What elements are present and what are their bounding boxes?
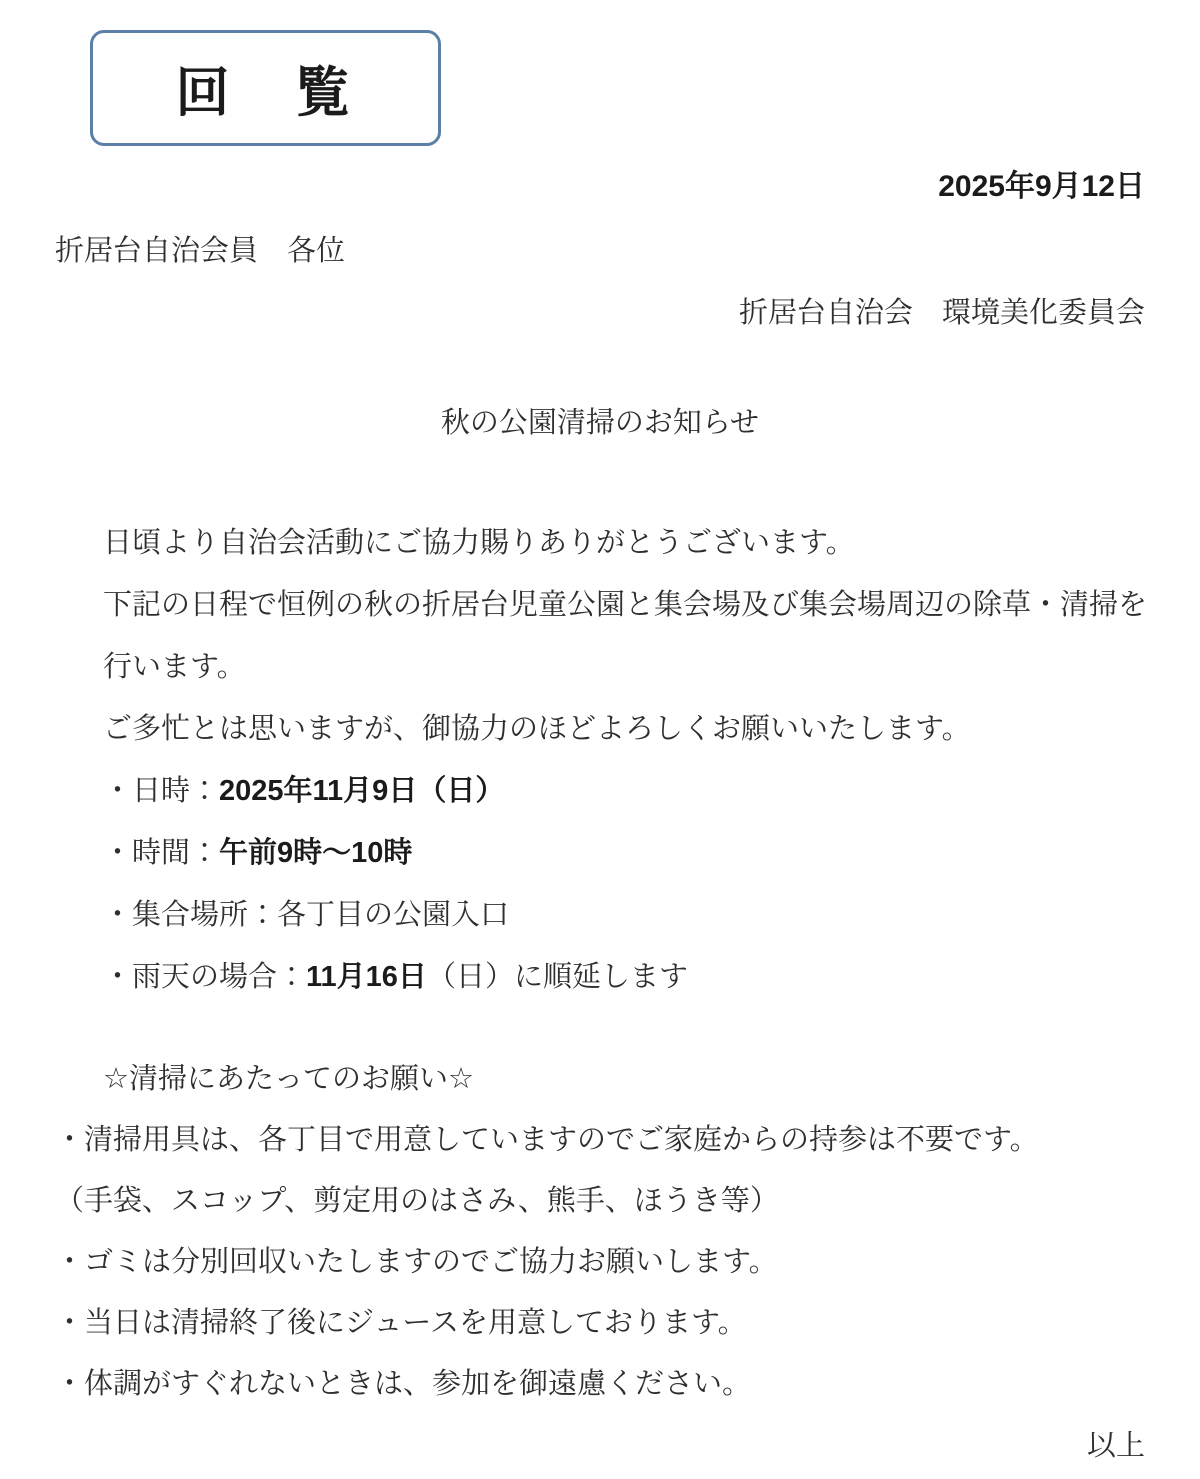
body-line: 下記の日程で恒例の秋の折居台児童公園と集会場及び集会場周辺の除草・清掃を [103,589,1148,621]
request-heading: ☆清掃にあたってのお願い☆ [103,1063,474,1095]
recipient-line: 折居台自治会員 各位 [55,235,346,267]
page-title: 秋の公園清掃のお知らせ [440,407,760,439]
body-text [55,512,1148,1008]
closing-text: 以上 [1086,1430,1145,1462]
detail-datetime-value: 2025年11月9日（日） [219,775,505,807]
request-item: （手袋、スコップ、剪定用のはさみ、熊手、ほうき等） [55,1185,779,1217]
detail-datetime [103,760,1145,822]
body-line: 行います。 [103,651,246,683]
greeting-line: 日頃より自治会活動にご協力賜りありがとうございます。 [103,527,855,559]
detail-rain-label: ・雨天の場合： [103,961,307,993]
request-item: ・体調がすぐれないときは、参加を御遠慮ください。 [55,1368,752,1400]
detail-rain-rest: （日）に順延します [426,961,688,993]
detail-time-value: 午前9時～10時 [219,837,413,869]
circulation-stamp-box [90,30,441,146]
sender-line: 折居台自治会 環境美化委員会 [738,297,1145,329]
detail-rain-date: 11月16日 [306,961,427,993]
circulation-stamp-label: 回 覧 [175,62,356,123]
detail-time [103,822,1145,884]
detail-rain [103,946,1145,1008]
detail-datetime-label: ・日時： [103,775,220,807]
detail-place-value: 各丁目の公園入口 [277,899,510,931]
body-line: ご多忙とは思いますが、御協力のほどよろしくお願いいたします。 [103,713,971,745]
request-item: ・ゴミは分別回収いたしますのでご協力お願いします。 [55,1246,778,1278]
request-item: ・当日は清掃終了後にジュースを用意しております。 [55,1307,747,1339]
detail-place [103,884,1145,946]
request-item: ・清掃用具は、各丁目で用意していますのでご家庭からの持参は不要です。 [55,1124,1039,1156]
request-list [55,1110,1145,1415]
detail-time-label: ・時間： [103,837,220,869]
detail-place-label: ・集合場所： [103,899,278,931]
document-date: 2025年9月12日 [938,170,1145,203]
